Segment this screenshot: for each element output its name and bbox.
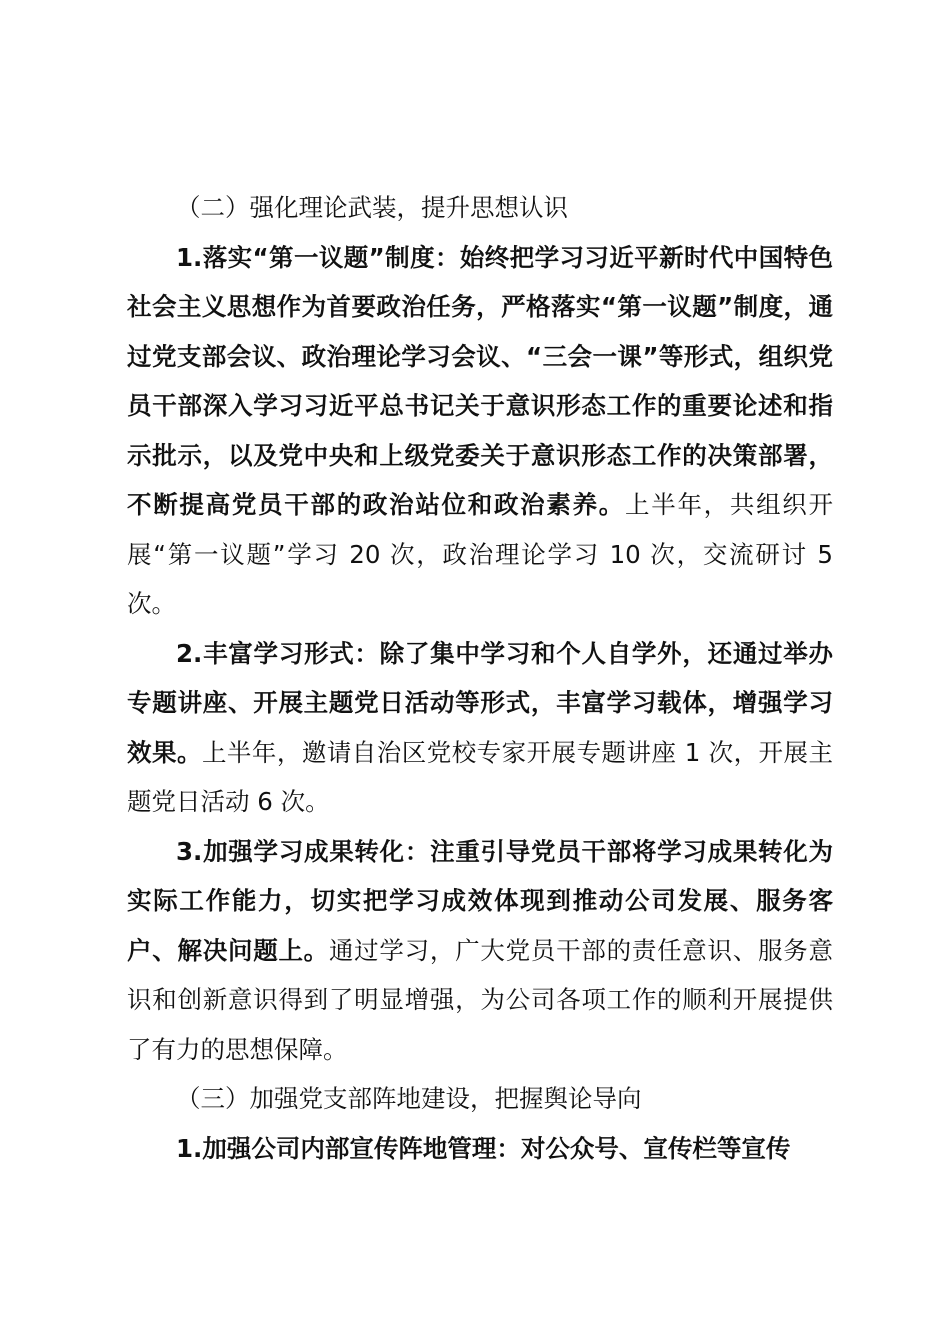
section-heading: （二）强化理论武装，提升思想认识 bbox=[176, 193, 568, 222]
item-2-bold-text: 2.丰富学习形式：除了集中学习和个人自学外，还通过举办专题讲座、开展主题党日活动等形式，丰富学习载体，增强学习效果。 bbox=[127, 638, 833, 767]
paragraph-item-2 bbox=[127, 629, 833, 827]
paragraph-item-3 bbox=[127, 827, 833, 1075]
item-1-normal-text: 上半年，共组织开展“第一议题”学习 20 次，政治理论学习 10 次，交流研讨 5 次。 bbox=[127, 490, 834, 618]
section3-item-1-bold-text: 1.加强公司内部宣传阵地管理：对公众号、宣传栏等宣传 bbox=[176, 1133, 791, 1163]
item-1-bold-text: 1.落实“第一议题”制度：始终把学习习近平新时代中国特色社会主义思想作为首要政治任务，严格落实“第一议题”制度，通过党支部会议、政治理论学习会议、“三会一课”等形式，组织党员干部深入学习习近平总书记关于意识形态工作的重要论述和指示批示，以及党中央和上级党委关于意识形态工作的决策部署，不断提高党员干部的政治站位和政治素养。 bbox=[127, 242, 833, 519]
document-page bbox=[127, 183, 833, 1173]
section-heading: （三）加强党支部阵地建设，把握舆论导向 bbox=[176, 1084, 642, 1113]
paragraph-section3-item-1 bbox=[127, 1124, 833, 1174]
item-2-normal-text: 上半年，邀请自治区党校专家开展专题讲座 1 次，开展主题党日活动 6 次。 bbox=[127, 737, 833, 816]
paragraph-item-1 bbox=[127, 233, 833, 629]
item-3-bold-text: 3.加强学习成果转化：注重引导党员干部将学习成果转化为实际工作能力，切实把学习成效体现到推动公司发展、服务客户、解决问题上。 bbox=[127, 836, 833, 965]
item-3-normal-text: 通过学习，广大党员干部的责任意识、服务意识和创新意识得到了明显增强，为公司各项工作的顺利开展提供了有力的思想保障。 bbox=[127, 935, 834, 1064]
